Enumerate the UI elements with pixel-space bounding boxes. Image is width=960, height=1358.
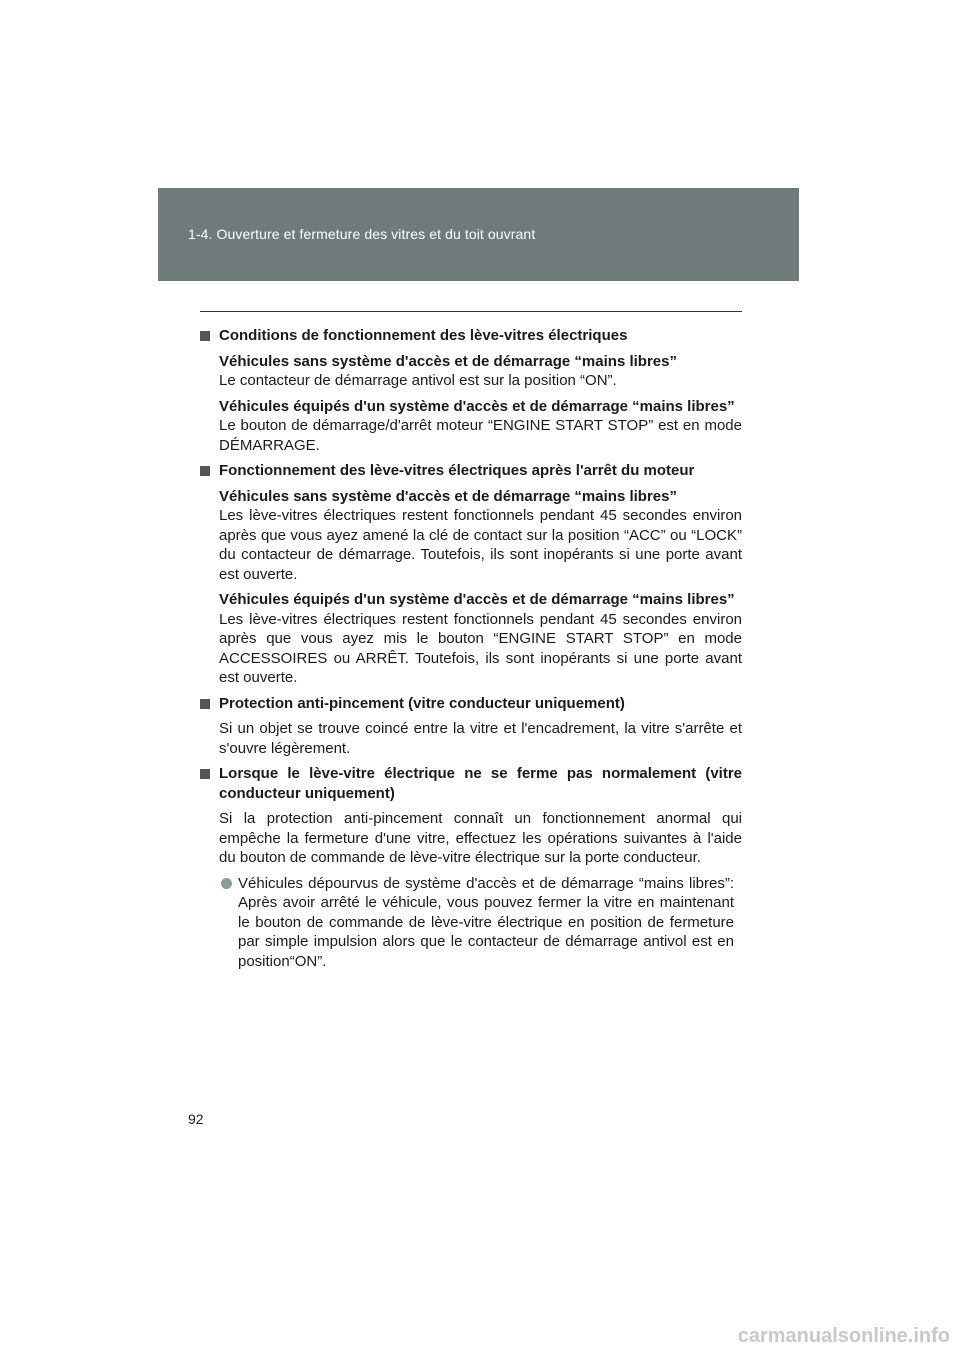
condition-block bbox=[200, 352, 742, 391]
paragraph: Si un objet se trouve coincé entre la vitre et l'encadrement, la vitre s'arrête et s'ouvre légèrement. bbox=[219, 720, 742, 757]
subheading: Véhicules équipés d'un système d'accès et de démarrage “mains libres” bbox=[219, 591, 735, 608]
section-heading: Fonctionnement des lève-vitres électriques après l'arrêt du moteur bbox=[200, 461, 742, 481]
main-content bbox=[200, 326, 742, 977]
paragraph: Le bouton de démarrage/d'arrêt moteur “ENGINE START STOP” est en mode DÉMARRAGE. bbox=[219, 417, 742, 454]
square-bullet-icon bbox=[200, 331, 210, 341]
paragraph-block bbox=[200, 719, 742, 758]
section-anti-pinch bbox=[200, 694, 742, 759]
condition-block bbox=[200, 487, 742, 585]
section-after-engine-stop bbox=[200, 461, 742, 688]
subheading: Véhicules sans système d'accès et de démarrage “mains libres” bbox=[219, 352, 677, 370]
condition-block bbox=[200, 397, 742, 456]
chapter-title: 1-4. Ouverture et fermeture des vitres et du toit ouvrant bbox=[188, 226, 536, 242]
section-heading: Protection anti-pincement (vitre conducteur uniquement) bbox=[200, 694, 742, 714]
circle-bullet-icon bbox=[221, 878, 232, 889]
watermark: carmanualsonline.info bbox=[737, 1325, 950, 1347]
paragraph: Les lève-vitres électriques restent fonctionnels pendant 45 secondes environ après que vous ayez amené la clé de contact sur la position “ACC” ou “LOCK” du contacteur de démarrage. Toutefois, ils sont inopérants si une porte avant est ouverte. bbox=[219, 507, 742, 583]
square-bullet-icon bbox=[200, 769, 210, 779]
bullet-item: Véhicules dépourvus de système d'accès et de démarrage “mains libres”: Après avoir arrêté le véhicule, vous pouvez fermer la vitre en maintenant le bouton de commande de lève-vitre électrique en position de fermeture par simple impulsion alors que le contacteur de démarrage antivol est en position“ON”. bbox=[200, 874, 742, 972]
paragraph: Les lève-vitres électriques restent fonctionnels pendant 45 secondes environ après que vous ayez mis le bouton “ENGINE START STOP” en mode ACCESSOIRES ou ARRÊT. Toutefois, ils sont inopérants si une porte avant est ouverte. bbox=[219, 610, 742, 686]
square-bullet-icon bbox=[200, 699, 210, 709]
section-heading: Conditions de fonctionnement des lève-vitres électriques bbox=[200, 326, 742, 346]
section-heading: Lorsque le lève-vitre électrique ne se ferme pas normalement (vitre conducteur uniquement) bbox=[200, 764, 742, 803]
paragraph-block bbox=[200, 809, 742, 868]
section-divider bbox=[200, 311, 742, 312]
page-number: 92 bbox=[188, 1111, 204, 1127]
square-bullet-icon bbox=[200, 466, 210, 476]
paragraph: Le contacteur de démarrage antivol est sur la position “ON”. bbox=[219, 372, 617, 389]
subheading: Véhicules sans système d'accès et de démarrage “mains libres” bbox=[219, 487, 677, 505]
condition-block bbox=[200, 590, 742, 688]
subheading: Véhicules équipés d'un système d'accès et de démarrage “mains libres” bbox=[219, 397, 735, 415]
paragraph: Si la protection anti-pincement connaît un fonctionnement anormal qui empêche la fermeture d'une vitre, effectuez les opérations suivantes à l'aide du bouton de commande de lève-vitre électrique sur la porte conducteur. bbox=[219, 810, 742, 866]
section-operating-conditions bbox=[200, 326, 742, 455]
section-window-not-closing bbox=[200, 764, 742, 971]
